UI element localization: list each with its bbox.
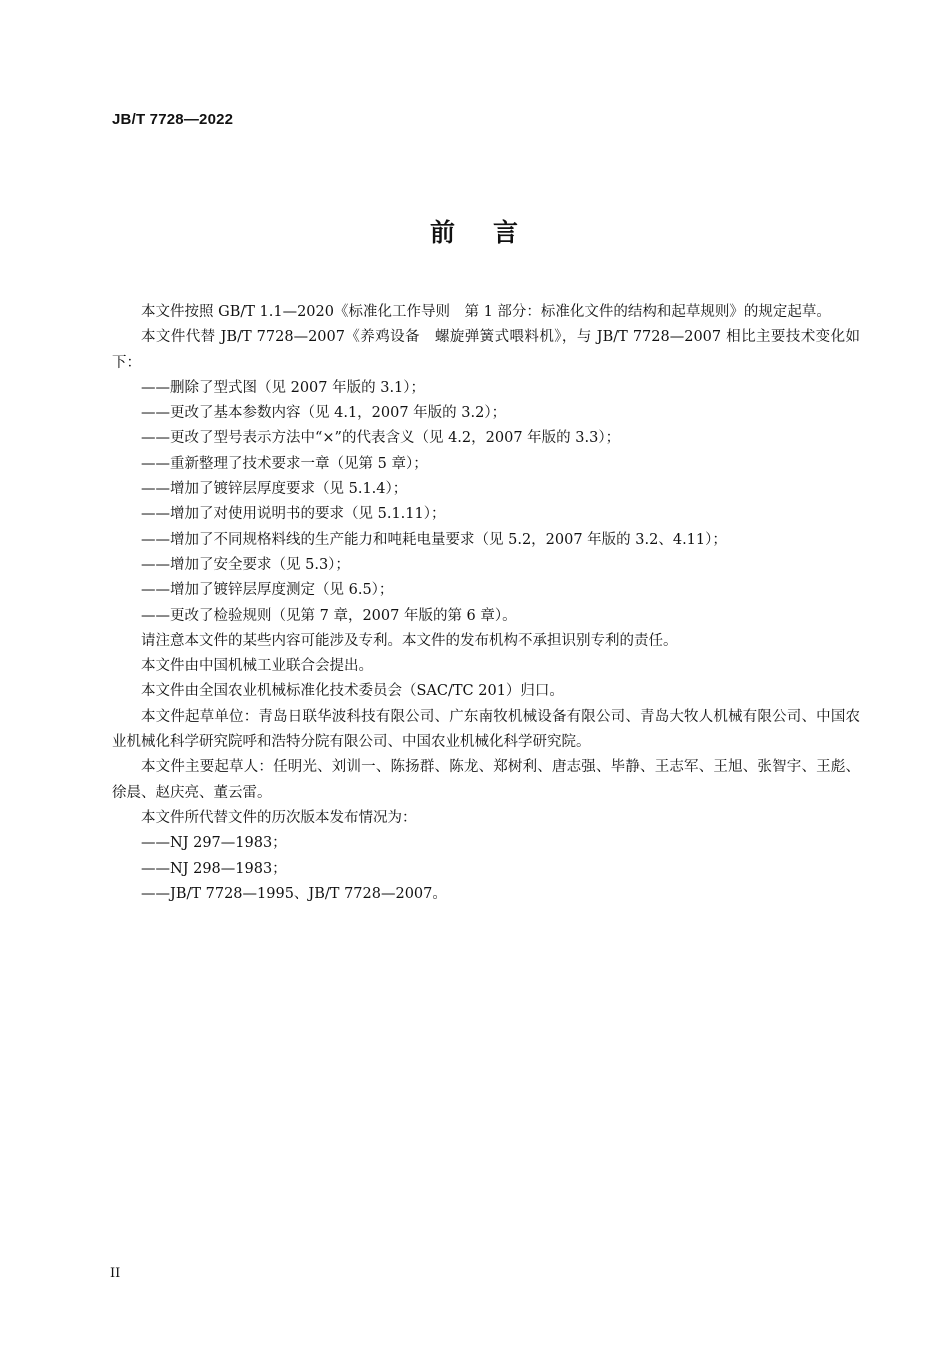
change-item: ——重新整理了技术要求一章（见第 5 章）； — [141, 455, 428, 472]
page-number: II — [110, 1266, 121, 1281]
history-item: ——NJ 297—1983； — [141, 835, 287, 852]
change-item: ——增加了镀锌层厚度测定（见 6.5）； — [141, 582, 394, 599]
change-item: ——更改了基本参数内容（见 4.1，2007 年版的 3.2）； — [141, 405, 507, 422]
change-item: ——增加了对使用说明书的要求（见 5.1.11）； — [141, 506, 446, 523]
paragraph-drafting-units: 本文件起草单位：青岛日联华波科技有限公司、广东南牧机械设备有限公司、青岛大牧人机械有限公司、中国农业机械化科学研究院呼和浩特分院有限公司、中国农业机械化科学研究院。 — [112, 708, 860, 751]
change-item: ——增加了安全要求（见 5.3）； — [141, 556, 350, 573]
paragraph-committee: 本文件由全国农业机械标准化技术委员会（SAC/TC 201）归口。 — [141, 683, 564, 700]
paragraph-patent-notice: 请注意本文件的某些内容可能涉及专利。本文件的发布机构不承担识别专利的责任。 — [141, 632, 678, 649]
change-item: ——增加了不同规格料线的生产能力和吨耗电量要求（见 5.2，2007 年版的 3.2、4.11）； — [141, 531, 727, 548]
change-item: ——增加了镀锌层厚度要求（见 5.1.4）； — [141, 481, 408, 498]
document-code: JB/T 7728—2022 — [112, 111, 234, 128]
history-item: ——JB/T 7728—1995、JB/T 7728—2007。 — [141, 885, 447, 902]
change-item: ——删除了型式图（见 2007 年版的 3.1）； — [141, 379, 426, 396]
paragraph-drafting-rules: 本文件按照 GB/T 1.1—2020《标准化工作导则 第 1 部分：标准化文件的结构和起草规则》的规定起草。 — [141, 304, 831, 320]
history-item: ——NJ 298—1983； — [141, 860, 287, 877]
foreword-body — [112, 300, 860, 907]
paragraph-proposer: 本文件由中国机械工业联合会提出。 — [141, 658, 373, 675]
page-title: 前言 — [429, 218, 556, 247]
paragraph-replacement: 本文件代替 JB/T 7728—2007《养鸡设备 螺旋弹簧式喂料机》，与 JB/T 7728—2007 相比主要技术变化如下： — [112, 329, 860, 371]
change-item: ——更改了检验规则（见第 7 章，2007 年版的第 6 章）。 — [141, 607, 517, 624]
paragraph-drafters: 本文件主要起草人：任明光、刘训一、陈扬群、陈龙、郑树利、唐志强、毕静、王志军、王旭、张智宇、王彪、徐晨、赵庆亮、董云雷。 — [112, 759, 860, 801]
change-item: ——更改了型号表示方法中“×”的代表含义（见 4.2，2007 年版的 3.3）； — [141, 430, 621, 447]
paragraph-history-intro: 本文件所代替文件的历次版本发布情况为： — [141, 809, 417, 826]
